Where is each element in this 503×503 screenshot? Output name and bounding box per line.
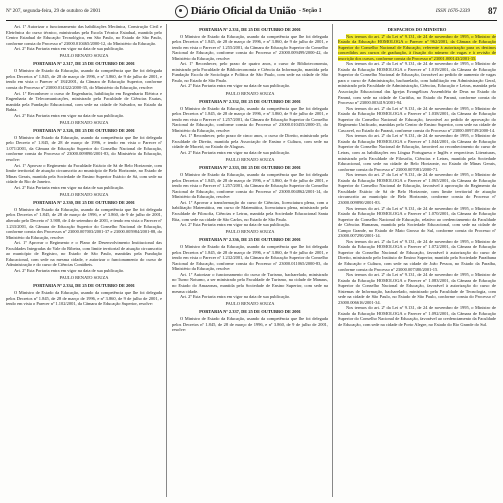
paragraph: Nos termos do art. 2º da Lei nº 9.131, de 24 de novembro de 1995, o Ministro de Estado da Educação HOMOLOGA o Parecer nº 1.019/2001, da Câmara de Educação Superior do Conselho Nacional de Educação, favorável ao pedido de aumento de vagas para o curso de Administração, bacharelado, com habilitação em Administração Geral, ministrado pela Faculdade de Administração, Ciências, Educação e Letras, mantida pela Associação Educacional das Igrejas Evangélicas Assembléia de Deus no Estado do Paraná, com sede na cidade de Curitiba, no Estado do Paraná, conforme consta do Processo nº 23000.003419/2001-94.: [338, 61, 496, 106]
paragraph: Art. 2º Esta Portaria entra em vigor na data de sua publicação.: [180, 83, 291, 89]
paragraph: Nos termos do art. 2º da Lei nº 9.131, de 24 de novembro de 1995, o Ministro de Estado da Educação HOMOLOGA o Parecer nº 1.092/2001, da Câmara de Educação Superior do Conselho Nacional de Educação, favorável ao credenciamento da Faculdade de Educação, com sede na cidade de Porto Alegre, no Estado do Rio Grande do Sul.: [338, 305, 496, 327]
article-heading: PORTARIA Nº 2.333, DE 25 DE OUTUBRO DE 2001: [199, 165, 301, 171]
paragraph: Art. 1º Autorizar o funcionamento das habilitações Mecânica, Construção Civil e Eletrônica do curso técnico, ministradas pela Escola Técnica Estadual, mantida pelo Centro Estadual de Educação Tecnológica, em São Paulo, no Estado de São Paulo, conforme consta do Processo nº 23000.010465/2000-12, do Ministério da Educação.: [6, 24, 162, 46]
page-header: [6, 2, 497, 20]
signature-line: PAULO RENATO SOUZA: [59, 119, 109, 125]
article-heading: PORTARIA Nº 2.337, DE 25 DE OUTUBRO DE 2001: [199, 309, 301, 315]
paragraph: O Ministro de Estado da Educação, usando da competência que lhe foi delegada pelos Decretos nº 1.845, de 28 de março de 1996, e nº 3.860, de 9 de julho de 2001, alterado pelo Decreto nº 3.908, de 4 de setembro de 2001, e tendo em vista o Parecer nº 1.233/2001, da Câmara de Educação Superior do Conselho Nacional de Educação, conforme consta dos Processos nº 23000.007003/2001-37 e 23000.005984/2001-88, do Ministério da Educação, resolve:: [6, 206, 162, 240]
paragraph: O Ministro de Estado da Educação, usando da competência que lhe foi delegada pelos Decretos nº 1.845, de 28 de março de 1996, e nº 3.860, de 9 de julho de 2001, e tendo em vista o Parecer nº 1.102/2001, da Câmara de Educação Superior, resolve:: [6, 290, 162, 307]
column-2: [172, 24, 328, 499]
column-3: [338, 24, 496, 499]
paragraph: Nos termos do art. 2º da Lei nº 9.131, de 24 de novembro de 1995, o Ministro de Estado da Educação HOMOLOGA o Parecer nº 1.065/2001, da Câmara de Educação Superior do Conselho Nacional de Educação, favorável à aprovação do Regimento da Faculdade Estácio de Sá de Belo Horizonte, com limite territorial de atuação circunscrito ao município de Belo Horizonte, conforme consta do Processo nº 23000.009890/2001-83.: [338, 172, 496, 205]
article-heading: PORTARIA Nº 2.330, DE 25 DE OUTUBRO DE 2001: [33, 199, 135, 205]
coat-of-arms-icon: [175, 5, 188, 18]
article-heading: PORTARIA Nº 2.331, DE 25 DE OUTUBRO DE 2001: [199, 26, 301, 32]
signature-line: PAULO RENATO SOUZA: [59, 274, 109, 280]
issue-date-line: Nº 207, segunda-feira, 29 de outubro de 2001: [6, 8, 101, 14]
paragraph: O Ministro de Estado da Educação, usando da competência que lhe foi delegada pelo Decreto nº 1.845, de 28 de março de 1996, e tendo em vista o Parecer nº 1.071/2001, da Câmara de Educação Superior do Conselho Nacional de Educação, conforme consta do Processo nº 23000.009890/2001-83, do Ministério da Educação, resolve:: [6, 134, 162, 163]
paragraph: Art. 2º Esta Portaria entra em vigor na data de sua publicação.: [180, 294, 291, 300]
paragraph: Art. 1º Reconhecer, pelo prazo de cinco anos, o curso de Direito, ministrado pela Faculdade de Direito, mantida pela Associação de Ensino e Cultura, com sede na cidade de Maceió, no Estado de Alagoas.: [172, 133, 328, 150]
paragraph: Nos termos do art. 2º da Lei nº 9.131, de 24 de novembro de 1995, o Ministro de Estado da Educação HOMOLOGA o Parecer nº 1.038/2001, da Câmara de Educação Superior do Conselho Nacional de Educação, favorável ao pedido de aprovação do Regimento Unificado, mantidas pelo Centro de Ensino Superior, com sede na cidade de Cascavel, no Estado do Paraná, conforme consta do Processo nº 23000.009749/2000-14.: [338, 105, 496, 133]
paragraph: Nos termos do art. 2º da Lei nº 9.131, de 24 de novembro de 1995, o Ministro de Estado da Educação HOMOLOGA o Parecer nº 1.083/2001, da Câmara de Educação Superior do Conselho Nacional de Educação, favorável à autorização do curso de Sistemas de Informação, bacharelado, ministrado pela Faculdade de Tecnologia, com sede na cidade de São Paulo, no Estado de São Paulo, conforme consta do Processo nº 23000.006616/2001-34.: [338, 272, 496, 305]
column-divider: [332, 24, 333, 497]
paragraph: Nos termos do art. 2º da Lei nº 9.131, de 24 de novembro de 1995, o Ministro de Estado da Educação HOMOLOGA o Parecer nº 962/2001, da Câmara de Educação Superior do Conselho Nacional de Educação, referente à autorização para os destinos concedidos aos cursos de graduação, à fixação do número de vagas e à revisão de inscrição dos cursos, conforme consta do Processo nº 23001.000143/2001-35.: [338, 33, 496, 61]
issn-label: ISSN 1676-2339: [435, 8, 470, 14]
paragraph: Art. 1º Aprovar o Regimento e o Plano de Desenvolvimento Institucional das Faculdades Integradas do Vale do Ribeira, com limite territorial de atuação circunscrito ao município de Registro, no Estado de São Paulo, mantidas pela Fundação Educacional, com sede na mesma cidade, e autorizar o funcionamento do curso de Administração e do curso de Ciências Contábeis.: [6, 240, 162, 268]
section-label: - Seção 1: [298, 8, 322, 14]
paragraph: O Ministro de Estado da Educação, usando da competência que lhe foi delegada pelos Decretos nº 1.845, de 28 de março de 1996, e nº 3.860, de 9 de julho de 2001, resolve:: [172, 316, 328, 333]
signature-line: PAULO RENATO SOUZA: [225, 90, 275, 96]
paragraph: O Ministro de Estado da Educação, usando da competência que lhe foi delegada pelos Decretos nº 1.845, de 28 de março de 1996, e nº 3.860, de 9 de julho de 2001, e tendo em vista o Parecer nº 1.257/2001, da Câmara de Educação Superior do Conselho Nacional de Educação, conforme consta do Processo nº 23000.004862/2001-14, do Ministério da Educação, resolve:: [172, 172, 328, 200]
gazette-title: Diário Oficial da União: [190, 5, 296, 17]
paragraph: Art. 2º Esta Portaria entra em vigor na data de sua publicação.: [14, 267, 125, 273]
paragraph: Art. 2º Esta Portaria entra em vigor na data de sua publicação.: [180, 149, 291, 155]
page-number: 87: [488, 6, 497, 16]
paragraph: O Ministro de Estado da Educação, usando da competência que lhe foi delegada pelos Decretos nº 1.845, de 28 de março de 1996, e nº 3.860, de 9 de julho de 2001, e tendo em vista o Parecer nº 1.257/2001, da Câmara de Educação Superior do Conselho Nacional de Educação, conforme consta do Processo nº 23000.010455/2000-35, do Ministério da Educação, resolve:: [172, 105, 328, 133]
paragraph: O Ministro de Estado da Educação, usando da competência que lhe foi delegada pelos Decretos nº 1.845, de 28 de março de 1996, e nº 3.860, de 9 de julho de 2001, e tendo em vista o Parecer nº 1.255/2001, da Câmara de Educação Superior do Conselho Nacional de Educação, conforme consta do Processo nº 23000.009499/2000-42, do Ministério da Educação, resolve:: [172, 33, 328, 61]
paragraph: Art. 2º Esta Portaria entra em vigor na data de sua publicação.: [180, 222, 291, 228]
paragraph: Art. 2º Esta Portaria entra em vigor na data de sua publicação.: [14, 112, 125, 118]
masthead: [101, 5, 396, 18]
paragraph: Nos termos do art. 2º da Lei nº 9.131, de 24 de novembro de 1995, o Ministro de Estado da Educação HOMOLOGA o Parecer nº 1.070/2001, da Câmara de Educação Superior do Conselho Nacional de Educação, relativo ao credenciamento da Faculdade de Ciências Humanas, mantida pela Sociedade Educacional, com sede na cidade de Campo Grande, no Estado de Mato Grosso do Sul, conforme consta do Processo nº 23000.007290/2001-14.: [338, 205, 496, 239]
paragraph: O Ministro de Estado da Educação, usando da competência que lhe foi delegada pelos Decretos nº 1.845, de 28 de março de 1996, e nº 3.860, de 9 de julho de 2001, e tendo em vista o Parecer nº 1.232/2001, da Câmara de Educação Superior do Conselho Nacional de Educação, conforme consta do Processo nº 23000.011065/2000-83, do Ministério da Educação, resolve:: [172, 244, 328, 272]
paragraph: Art. 1º Autorizar o funcionamento do curso de Turismo, bacharelado, ministrado no Turno Noturno, a ser ministrado pela Faculdade de Turismo, na cidade de Manaus, no Estado do Amazonas, mantida pela Sociedade de Ensino Superior, com sede na mesma cidade.: [172, 271, 328, 294]
article-heading: PORTARIA Nº 2.336, DE 25 DE OUTUBRO DE 2001: [199, 237, 301, 243]
article-heading: DESPACHOS DO MINISTRO: [387, 26, 447, 32]
signature-line: PAULO RENATO SOUZA: [225, 301, 275, 307]
signature-line: PAULO RENATO SOUZA: [225, 229, 275, 235]
paragraph: Nos termos do art. 2º da Lei nº 9.131, de 24 de novembro de 1995, o Ministro de Estado da Educação HOMOLOGA o Parecer nº 1.044/2001, da Câmara de Educação Superior do Conselho Nacional de Educação, favorável ao reconhecimento do curso de Letras, com as habilitações em Língua Portuguesa e Inglês e respectivas Literaturas, ministrado pela Faculdade de Filosofia, Ciências e Letras, mantida pela Sociedade Educacional, com sede na cidade de Belo Horizonte, no Estado de Minas Gerais, conforme consta do Processo nº 23000.007081/2000-71.: [338, 133, 496, 172]
paragraph: Art. 2º Esta Portaria entra em vigor na data de sua publicação.: [14, 184, 125, 190]
signature-line: PAULO RENATO SOUZA: [225, 157, 275, 163]
signature-line: PAULO RENATO SOUZA: [59, 53, 109, 59]
paragraph: O Ministro de Estado da Educação, usando da competência que lhe foi delegada pelos Decretos nº 1.845, de 28 de março de 1996, e nº 3.860, de 9 de julho de 2001, e tendo em vista o Parecer nº 184/2001, da Câmara de Educação Superior, conforme consta do Processo nº 23000.014322/2000-35, do Ministério da Educação, resolve:: [6, 68, 162, 90]
article-heading: PORTARIA Nº 2.317, DE 25 DE OUTUBRO DE 2001: [33, 61, 135, 67]
article-heading: PORTARIA Nº 2.334, DE 25 DE OUTUBRO DE 2001: [33, 283, 135, 289]
signature-line: PAULO RENATO SOUZA: [59, 191, 109, 197]
paragraph: Art. 1º Reconhecer o curso de Engenharia, habilitação em Engenharia Elétrica e Engenharia de Telecomunicações, ministrado pela Faculdade de Ciências Exatas, mantida pela Fundação Educacional, com sede na cidade de Salvador, no Estado da Bahia.: [6, 90, 162, 113]
article-heading: PORTARIA Nº 2.326, DE 25 DE OUTUBRO DE 2001: [33, 127, 135, 133]
paragraph: Art. 1º Aprovar a transformação do curso de Ciências, licenciatura plena, com a habilitação Matemática, em curso de Matemática, licenciatura plena, ministrado pela Faculdade de Filosofia, Ciências e Letras, mantida pela Sociedade Educacional Santa Rita, com sede na cidade de São Carlos, no Estado de São Paulo.: [172, 199, 328, 222]
paragraph: Art. 1º Aprovar o Regimento da Faculdade Estácio de Sá de Belo Horizonte, com limite territorial de atuação circunscrito ao município de Belo Horizonte, no Estado de Minas Gerais, mantida pela Sociedade de Ensino Superior Estácio de Sá, com sede na cidade do Rio de Janeiro.: [6, 162, 162, 185]
article-heading: PORTARIA Nº 2.332, DE 25 DE OUTUBRO DE 2001: [199, 98, 301, 104]
column-1: [6, 24, 162, 499]
paragraph: Art. 2º Esta Portaria entra em vigor na data de sua publicação.: [14, 46, 125, 52]
column-divider: [166, 24, 167, 497]
paragraph: Nos termos do art. 2º da Lei nº 9.131, de 24 de novembro de 1995, o Ministro de Estado da Educação HOMOLOGA o Parecer nº 1.072/2001, da Câmara de Educação Superior do Conselho Nacional de Educação, favorável à autorização do curso de Direito, ministrado pelo Instituto de Ensino Superior, mantido pela Sociedade Paraibana de Educação e Cultura, com sede na cidade de João Pessoa, no Estado da Paraíba, conforme consta do Processo nº 23000.007380/2001-15.: [338, 238, 496, 272]
paragraph: Art. 1º Reconhecer, pelo prazo de quatro anos, o curso de Biblioteconomia, ministrado pela Faculdade de Biblioteconomia e Ciência da Informação, mantida pela Fundação Escola de Sociologia e Política de São Paulo, com sede na cidade de São Paulo, no Estado de São Paulo.: [172, 61, 328, 83]
header-rule: [6, 20, 497, 21]
